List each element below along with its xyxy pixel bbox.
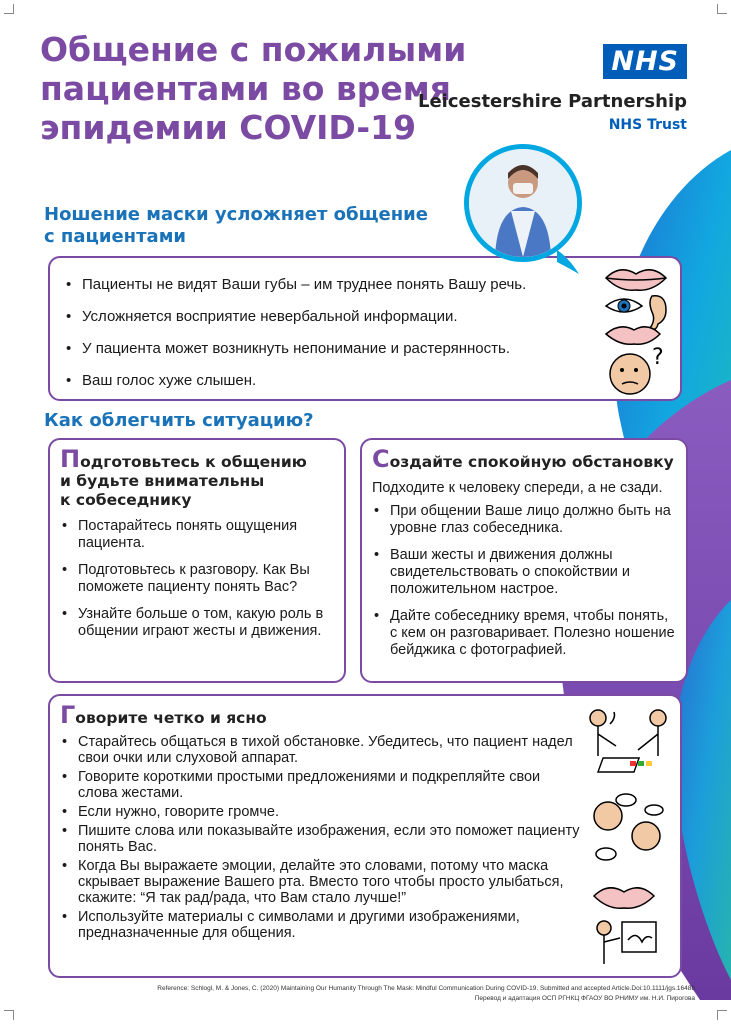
clear-speech-list bbox=[60, 734, 580, 941]
list-item: • Говорите короткими простыми предложениями и подкрепляйте свои слова жестами. bbox=[60, 769, 580, 801]
mask-heading bbox=[44, 204, 428, 248]
crop-mark bbox=[717, 4, 727, 14]
list-item: • Когда Вы выражаете эмоции, делайте это словами, потому что маска скрывает выражение Вашего рта. Вместо того чтобы просто улыбаться, скажите: “Я так рад/рада, что Вам стало лучше!” bbox=[60, 858, 580, 906]
nurse-icon bbox=[469, 149, 577, 257]
communication-symbols-icon bbox=[600, 262, 672, 398]
page-title bbox=[40, 30, 467, 147]
list-item: • Пишите слова или показывайте изображения, если это поможет пациенту понять Вас. bbox=[60, 823, 580, 855]
drop-cap: Г bbox=[60, 701, 76, 729]
two-people-talking-icon bbox=[590, 710, 666, 772]
list-item: • Постарайтесь понять ощущения пациента. bbox=[60, 518, 334, 552]
list-item: • Если нужно, говорите громче. bbox=[60, 804, 580, 820]
list-item: • Усложняется восприятие невербальной информации. bbox=[64, 308, 668, 326]
nhs-badge: NHS bbox=[603, 44, 687, 79]
svg-text:?: ? bbox=[652, 345, 664, 370]
crop-mark bbox=[4, 4, 14, 14]
list-item: • Ваши жесты и движения должны свидетельствовать о спокойствии и положительном настрое. bbox=[372, 547, 678, 598]
mask-heading-line: Ношение маски усложняет общение bbox=[44, 204, 428, 225]
mask-list bbox=[64, 276, 668, 390]
list-item: • Подготовьтесь к разговору. Как Вы поможете пациенту понять Вас? bbox=[60, 562, 334, 596]
talking-heads-icon bbox=[594, 794, 663, 860]
nurse-photo bbox=[464, 144, 582, 262]
list-item: • При общении Ваше лицо должно быть на уровне глаз собеседника. bbox=[372, 503, 678, 537]
confused-face-icon bbox=[610, 345, 664, 394]
list-item: • Пациенты не видят Ваши губы – им труднее понять Вашу речь. bbox=[64, 276, 668, 294]
speech-symbols-icon bbox=[586, 706, 672, 968]
prepare-box bbox=[48, 438, 346, 683]
calm-list bbox=[372, 503, 678, 659]
clear-speech-title: Говорите четко и ясно bbox=[60, 701, 267, 729]
crop-mark bbox=[4, 1010, 14, 1020]
drop-cap: С bbox=[372, 445, 390, 473]
list-item: • Старайтесь общаться в тихой обстановке. Убедитесь, что пациент надел свои очки или слуховой аппарат. bbox=[60, 734, 580, 766]
reference-text: Reference: Schlogl, M. & Jones, C. (2020) Maintaining Our Humanity Through The Mask: Mindful Communication During COVID-19. Submitted and accepted Article.Doi:10.1111/jgs.16488 bbox=[157, 985, 695, 992]
calm-intro: Подходите к человеку спереди, а не сзади. bbox=[372, 480, 663, 496]
speech-tail-icon bbox=[555, 248, 581, 276]
translation-credit: Перевод и адаптация ОСП РГНКЦ ФГАОУ ВО РНИМУ им. Н.И. Пирогова bbox=[474, 995, 695, 1002]
list-item: • У пациента может возникнуть непонимание и растерянность. bbox=[64, 340, 668, 358]
lips-icon bbox=[606, 327, 660, 344]
lips-icon bbox=[594, 888, 654, 908]
prepare-list bbox=[60, 518, 334, 640]
mask-box bbox=[48, 256, 682, 401]
help-heading: Как облегчить ситуацию? bbox=[44, 410, 314, 431]
calm-box bbox=[360, 438, 688, 683]
person-with-picture-icon bbox=[597, 921, 656, 964]
title-line: эпидемии COVID-19 bbox=[40, 108, 417, 147]
prepare-title: Подготовьтесь к общению и будьте внимательны к собеседнику bbox=[60, 445, 307, 509]
organization-name: Leicestershire Partnership bbox=[418, 91, 687, 112]
calm-title: Создайте спокойную обстановку bbox=[372, 445, 674, 473]
clear-speech-box bbox=[48, 694, 682, 978]
eye-icon bbox=[606, 299, 642, 312]
mask-heading-line: с пациентами bbox=[44, 226, 187, 247]
organization-trust: NHS Trust bbox=[608, 117, 687, 133]
list-item: • Используйте материалы с символами и другими изображениями, предназначенные для общения. bbox=[60, 909, 580, 941]
reference-note bbox=[157, 984, 695, 1004]
title-line: пациентами во время bbox=[40, 69, 451, 108]
list-item: • Узнайте больше о том, какую роль в общении играют жесты и движения. bbox=[60, 606, 334, 640]
drop-cap: П bbox=[60, 445, 81, 473]
lips-icon bbox=[606, 270, 666, 290]
list-item: • Дайте собеседнику время, чтобы понять, с кем он разговаривает. Полезно ношение бейджика с фотографией. bbox=[372, 608, 678, 659]
crop-mark bbox=[717, 1010, 727, 1020]
list-item: • Ваш голос хуже слышен. bbox=[64, 372, 668, 390]
nhs-logo bbox=[417, 44, 687, 133]
title-line: Общение с пожилыми bbox=[40, 30, 467, 69]
ear-icon bbox=[650, 296, 666, 330]
